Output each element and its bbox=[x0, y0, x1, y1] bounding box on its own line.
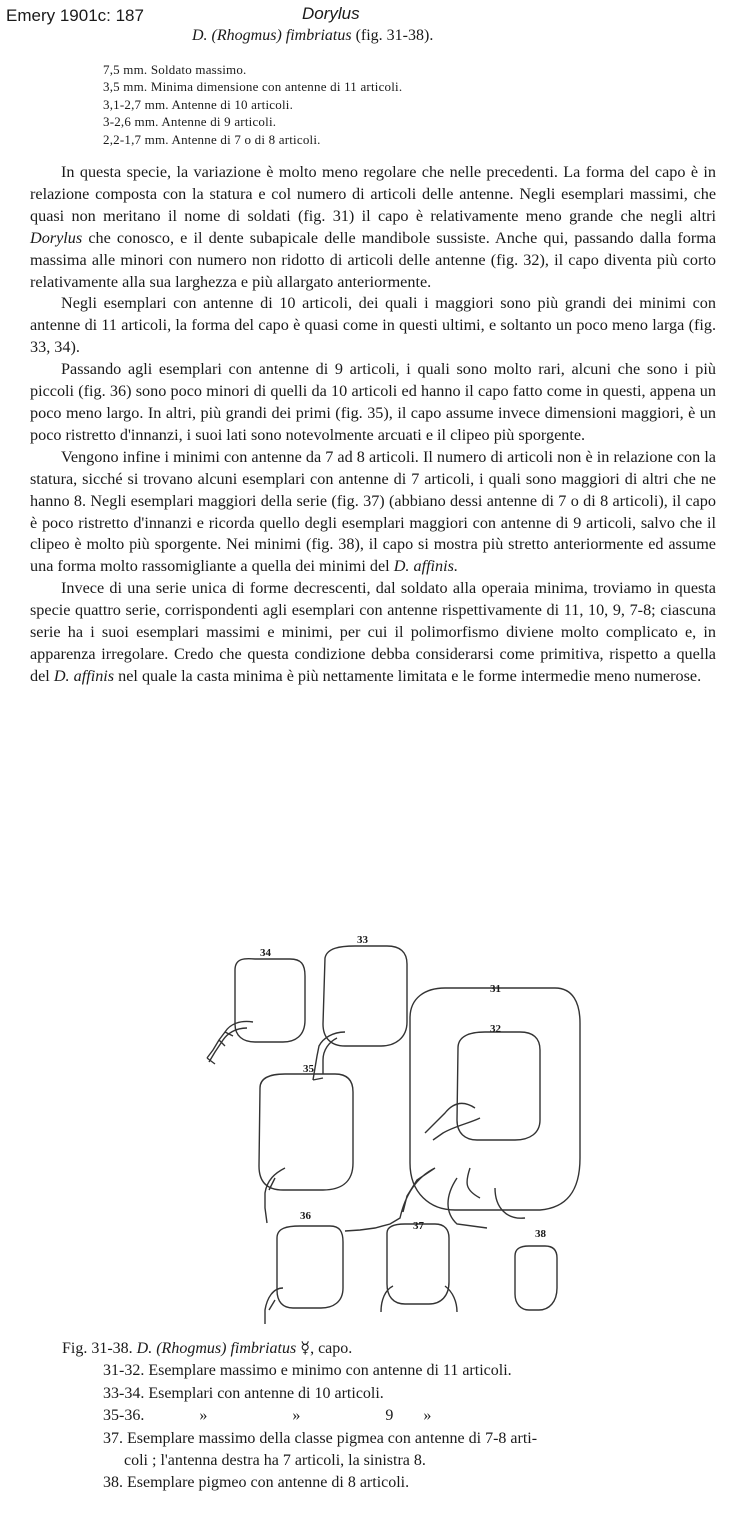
paragraph-2: Negli esemplari con antenne di 10 articoli, dei quali i maggiori sono più grandi dei minimi con antenne di 11 articoli, la forma del capo è quasi come in questi ultimi, e soltanto un poco meno larga (fig. 33, 34). bbox=[30, 294, 716, 357]
size-list bbox=[103, 61, 402, 148]
antenna-35 bbox=[265, 1168, 285, 1223]
ditto-mark: » bbox=[199, 1407, 208, 1425]
species-subtitle bbox=[192, 27, 433, 45]
paragraph-4 bbox=[30, 447, 716, 578]
fig-label-33: 33 bbox=[357, 934, 368, 946]
p1-text-a: In questa specie, la variazione è molto meno regolare che nelle precedenti. La forma del capo è in relazione composta con la statura e col numero di articoli delle antenne. Negli esemplari massimi, che quasi non meritano il nome di soldati (fig. 31) il capo è relativamente meno grande che negli altri bbox=[30, 163, 716, 225]
caption-line: 33-34. Esemplari con antenne di 10 articoli. bbox=[103, 1384, 384, 1402]
fig-label-37: 37 bbox=[413, 1220, 424, 1232]
size-item: 7,5 mm. Soldato massimo. bbox=[103, 62, 247, 77]
fig-label-35: 35 bbox=[303, 1063, 314, 1075]
antenna-36 bbox=[265, 1288, 283, 1324]
paragraph-3: Passando agli esemplari con antenne di 9 articoli, i quali sono molto rari, alcuni che sono i più piccoli (fig. 36) sono poco minori di quelli da 10 articoli ed hanno il capo fatto come in questi, appena un poco meno largo. In altri, più grandi dei primi (fig. 35), il capo assume invece dimensioni maggiori, è un poco ristretto d'innanzi, i suoi lati sono notevolmente arcuati e il clipeo più sporgente. bbox=[30, 360, 716, 444]
p5-text-b: nel quale la casta minima è più nettamente limitata e le forme intermedie meno numerose. bbox=[118, 666, 702, 685]
p5-italic: D. affinis bbox=[53, 666, 115, 685]
head-31 bbox=[410, 988, 580, 1210]
caption-line: 31-32. Esemplare massimo e minimo con antenne di 11 articoli. bbox=[103, 1362, 512, 1380]
subtitle-pre: D. ( bbox=[192, 27, 217, 44]
ditto-mark: » bbox=[292, 1407, 301, 1425]
subtitle-figref: (fig. 31-38). bbox=[355, 27, 434, 44]
fig-label-34: 34 bbox=[260, 947, 271, 959]
caption-line-ditto bbox=[62, 1405, 712, 1427]
p5-text-a: Invece di una serie unica di forme decrescenti, dal soldato alla operaia minima, troviamo in questa specie quattro serie, corrispondenti agli esemplari con antenne rispettivamente di 11, 10, 9, 7-8; ciascuna serie ha i suoi esemplari massimi e minimi, per cui il polimorfismo diviene molto complicato e, in apparenza irregolare. Credo che questa condizione debba considerarsi come primitiva, rispetto a quella del bbox=[30, 579, 716, 685]
head-35 bbox=[259, 1074, 353, 1190]
head-34 bbox=[235, 959, 305, 1042]
antenna-33 bbox=[313, 1032, 345, 1080]
size-item: 3,5 mm. Minima dimensione con antenne di 11 articoli. bbox=[103, 79, 403, 95]
size-item: 2,2-1,7 mm. Antenne di 7 o di 8 articoli. bbox=[103, 131, 321, 147]
paragraph-1 bbox=[30, 162, 716, 293]
head-38 bbox=[515, 1246, 557, 1310]
head-32 bbox=[457, 1032, 540, 1140]
fig-label-32: 32 bbox=[490, 1023, 501, 1035]
caption-taxon: D. (Rhogmus) fimbriatus bbox=[136, 1340, 297, 1357]
fig-label-36: 36 bbox=[300, 1210, 311, 1222]
paragraph-5 bbox=[30, 578, 716, 688]
caption-ditto-num: 35-36. bbox=[103, 1407, 145, 1425]
head-33 bbox=[323, 946, 407, 1046]
antenna-32 bbox=[425, 1103, 480, 1140]
body-text bbox=[30, 162, 716, 688]
fig-label-38: 38 bbox=[535, 1228, 546, 1240]
caption-fig-range: Fig. 31-38. bbox=[62, 1340, 133, 1357]
antenna-34 bbox=[207, 1021, 253, 1064]
head-figure bbox=[195, 928, 595, 1332]
subtitle-subgenus: Rhogmus) bbox=[216, 27, 282, 44]
head-36 bbox=[277, 1226, 343, 1308]
p4-text-a: Vengono infine i minimi con antenne da 7 ad 8 articoli. Il numero di articoli non è in relazione con la statura, sicché si trovano alcuni esemplari con antenne di 7 articoli, i quali sono maggiori di altri che ne hanno 8. Negli esemplari maggiori della serie (fig. 37) (abbiano dessi antenne di 7 o di 8 articoli), il capo è poco ristretto d'innanzi e ricorda quello degli esemplari maggiori con antenne di 9 articoli, salvo che il clipeo è molto più sporgente. Nei minimi (fig. 38), il capo si mostra più stretto anteriormente ed assume una forma molto rassomigliante a quella dei minimi del bbox=[30, 447, 716, 576]
head-37 bbox=[387, 1224, 449, 1304]
size-item: 3-2,6 mm. Antenne di 9 articoli. bbox=[103, 114, 277, 130]
catalog-reference: Emery 1901c: 187 bbox=[6, 6, 144, 25]
figure-caption bbox=[62, 1338, 712, 1495]
caption-caste-symbol: ☿ bbox=[300, 1340, 311, 1357]
ditto-mark: » bbox=[423, 1407, 432, 1425]
genus-title: Dorylus bbox=[302, 4, 360, 23]
size-item: 3,1-2,7 mm. Antenne di 10 articoli. bbox=[103, 96, 294, 112]
caption-part: , capo. bbox=[310, 1340, 353, 1357]
p4-italic: D. affinis. bbox=[393, 557, 458, 576]
mandible-31 bbox=[448, 1168, 525, 1228]
subtitle-species: fimbriatus bbox=[285, 27, 352, 44]
caption-line: coli ; l'antenna destra ha 7 articoli, la sinistra 8. bbox=[124, 1452, 426, 1470]
caption-line: 38. Esemplare pigmeo con antenne di 8 articoli. bbox=[103, 1474, 410, 1492]
fig-label-31: 31 bbox=[490, 983, 501, 995]
p1-italic: Dorylus bbox=[30, 228, 83, 247]
caption-ditto-count: 9 bbox=[385, 1407, 394, 1425]
head-drawings bbox=[195, 928, 595, 1332]
caption-title bbox=[62, 1338, 712, 1360]
p1-text-b: che conosco, e il dente subapicale delle mandibole sussiste. Anche qui, passando dalla forma massima alle minori con numero non ridotto di articoli delle antenne (fig. 32), il capo diventa più corto relativamente alla sua larghezza e più allargato anteriormente. bbox=[30, 228, 717, 291]
caption-line: 37. Esemplare massimo della classe pigmea con antenne di 7-8 arti- bbox=[103, 1429, 538, 1447]
